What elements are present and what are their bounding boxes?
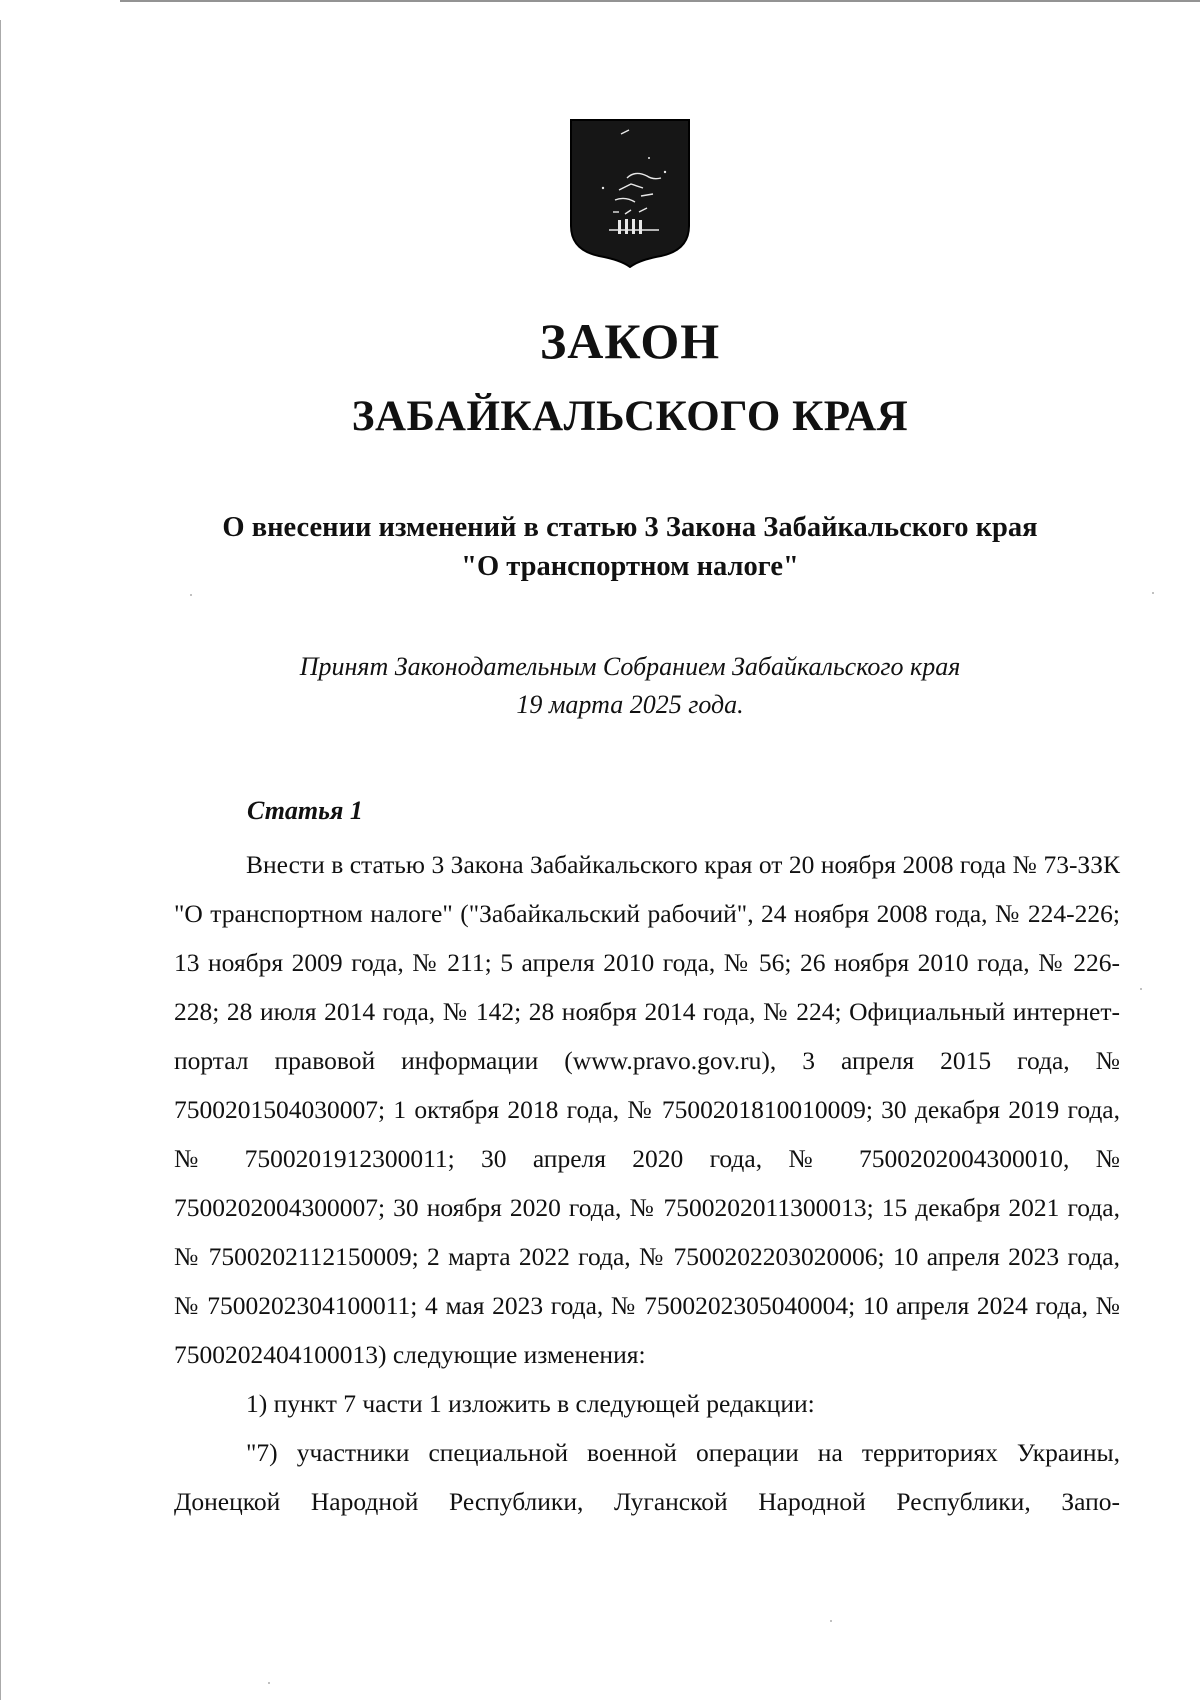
document-region-title: ЗАБАЙКАЛЬСКОГО КРАЯ bbox=[351, 393, 909, 440]
document-subject bbox=[150, 508, 1110, 586]
adoption-note bbox=[150, 648, 1110, 724]
scan-speck bbox=[190, 594, 192, 596]
article-paragraph: Внести в статью 3 Закона Забайкальского края от 20 ноября 2008 года № 73-ЗЗК "О транспортном налоге" ("Забайкальский рабочий", 24 ноября 2008 года, № 224-226; 13 ноября 2009 года, № 211; 5 апреля 2010 года, № 56; 26 ноября 2010 года, № 226-228; 28 июля 2014 года, № 142; 28 ноября 2014 года, № 224; Официальный интернет-портал правовой информации (www.pravo.gov.ru), 3 апреля 2015 года, № 7500201504030007; 1 октября 2018 года, № 7500201810010009; 30 декабря 2019 года, № 7500201912300011; 30 апреля 2020 года, № 7500202004300010, № 7500202004300007; 30 ноября 2020 года, № 7500202011300013; 15 декабря 2021 года, № 7500202112150009; 2 марта 2022 года, № 7500202203020006; 10 апреля 2023 года, № 7500202304100011; 4 мая 2023 года, № 7500202305040004; 10 апреля 2024 года, № 7500202404100013) следующие изменения: bbox=[174, 850, 1120, 1369]
scan-speck bbox=[830, 1620, 832, 1622]
article-paragraph: "7) участники специальной военной операции на территориях Украины, Донецкой Народной Республики, Луганской Народной Республики, Запо- bbox=[174, 1438, 1120, 1516]
subject-line: О внесении изменений в статью 3 Закона Забайкальского края bbox=[222, 512, 1038, 543]
scan-edge-left bbox=[0, 20, 1, 1700]
adoption-line: Принят Законодательным Собранием Забайкальского края bbox=[299, 652, 961, 681]
article-paragraph: 1) пункт 7 части 1 изложить в следующей редакции: bbox=[246, 1389, 815, 1418]
scan-speck bbox=[1140, 988, 1142, 990]
coat-of-arms-icon bbox=[569, 118, 691, 268]
document-title: ЗАКОН bbox=[539, 313, 721, 369]
scan-speck bbox=[268, 1682, 270, 1684]
scan-speck bbox=[1152, 592, 1154, 594]
article-heading: Статья 1 bbox=[247, 796, 363, 825]
article-body bbox=[174, 840, 1120, 1526]
subject-line: "О транспортном налоге" bbox=[461, 551, 799, 582]
scan-edge-top bbox=[120, 0, 1200, 2]
adoption-date: 19 марта 2025 года. bbox=[516, 690, 744, 719]
